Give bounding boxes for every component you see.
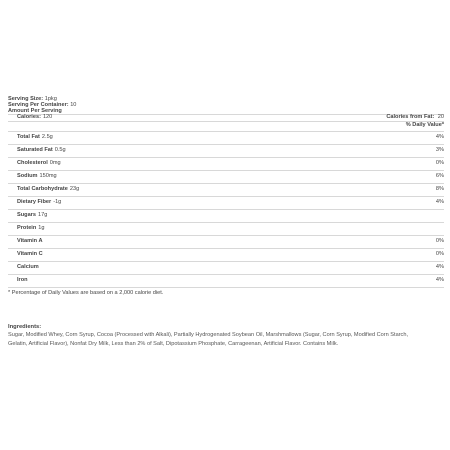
nutrient-dv: 3% bbox=[435, 146, 444, 153]
nutrient-row bbox=[8, 171, 444, 184]
ingredients-line-2: Gelatin, Artificial Flavor), Nonfat Dry Milk, Less than 2% of Salt, Dipotassium Phosphate, Carrageenan, Artificial Flavor. Contains Milk. bbox=[8, 341, 339, 347]
nutrient-row bbox=[8, 262, 444, 275]
nutrient-dv: 4% bbox=[435, 263, 444, 270]
nutrient-amount: -1g bbox=[53, 198, 62, 205]
nutrient-row bbox=[8, 210, 444, 223]
nutrient-dv: 6% bbox=[435, 172, 444, 179]
serving-size-label: Serving Size: bbox=[8, 96, 44, 102]
nutrient-row bbox=[8, 145, 444, 158]
calories-row bbox=[8, 114, 444, 122]
nutrient-row bbox=[8, 249, 444, 262]
nutrient-amount: 0mg bbox=[49, 159, 61, 166]
nutrient-name: Total Fat bbox=[17, 133, 40, 140]
nutrient-name: Calcium bbox=[17, 263, 39, 270]
daily-value-footnote: * Percentage of Daily Values are based on a 2,000 calorie diet. bbox=[8, 289, 164, 296]
nutrient-name: Dietary Fiber bbox=[17, 198, 52, 205]
nutrient-dv: 0% bbox=[435, 250, 444, 257]
nutrient-dv: 0% bbox=[435, 159, 444, 166]
ingredients-title: Ingredients: bbox=[8, 324, 42, 330]
nutrient-amount: 150mg bbox=[39, 172, 57, 179]
nutrient-name: Protein bbox=[17, 224, 37, 231]
daily-value-label: % Daily Value* bbox=[405, 122, 444, 129]
serving-size-value: 1pkg bbox=[44, 96, 57, 102]
nutrient-name: Sugars bbox=[17, 211, 36, 218]
ingredients-section bbox=[8, 323, 444, 349]
nutrient-amount: 23g bbox=[69, 185, 80, 192]
daily-value-header bbox=[8, 122, 444, 132]
nutrient-name: Saturated Fat bbox=[17, 146, 53, 153]
calories-value: 120 bbox=[42, 113, 53, 120]
ingredients-line-1: Sugar, Modified Whey, Corn Syrup, Cocoa (Processed with Alkali), Partially Hydrogenated Soybean Oil, Marshmallows (Sugar, Corn Syrup, Modified Corn Starch, bbox=[8, 332, 409, 338]
nutrition-facts bbox=[8, 96, 444, 299]
nutrient-dv: 4% bbox=[435, 276, 444, 283]
nutrient-amount: 1g bbox=[38, 224, 45, 231]
nutrient-name: Vitamin C bbox=[17, 250, 43, 257]
nutrient-name: Iron bbox=[17, 276, 28, 283]
nutrient-row bbox=[8, 197, 444, 210]
nutrient-row bbox=[8, 275, 444, 288]
calories-fat-label: Calories from Fat: bbox=[386, 113, 435, 120]
servings-label: Serving Per Container: bbox=[8, 102, 69, 108]
nutrient-list bbox=[8, 132, 444, 288]
nutrient-amount: 17g bbox=[37, 211, 48, 218]
nutrient-row bbox=[8, 184, 444, 197]
nutrient-amount: 2.5g bbox=[41, 133, 53, 140]
calories-fat-value: 20 bbox=[437, 113, 444, 120]
nutrient-dv: 8% bbox=[435, 185, 444, 192]
nutrient-dv: 4% bbox=[435, 198, 444, 205]
nutrient-name: Total Carbohydrate bbox=[17, 185, 68, 192]
nutrient-name: Cholesterol bbox=[17, 159, 48, 166]
nutrient-amount: 0.5g bbox=[54, 146, 66, 153]
nutrient-name: Sodium bbox=[17, 172, 38, 179]
servings-value: 10 bbox=[70, 102, 77, 108]
nutrient-name: Vitamin A bbox=[17, 237, 43, 244]
amount-label: Amount Per Serving bbox=[8, 108, 62, 114]
calories-label: Calories: bbox=[17, 113, 41, 120]
nutrient-row bbox=[8, 223, 444, 236]
nutrient-row bbox=[8, 132, 444, 145]
nutrient-row bbox=[8, 158, 444, 171]
nutrient-row bbox=[8, 236, 444, 249]
nutrient-dv: 4% bbox=[435, 133, 444, 140]
nutrient-dv: 0% bbox=[435, 237, 444, 244]
